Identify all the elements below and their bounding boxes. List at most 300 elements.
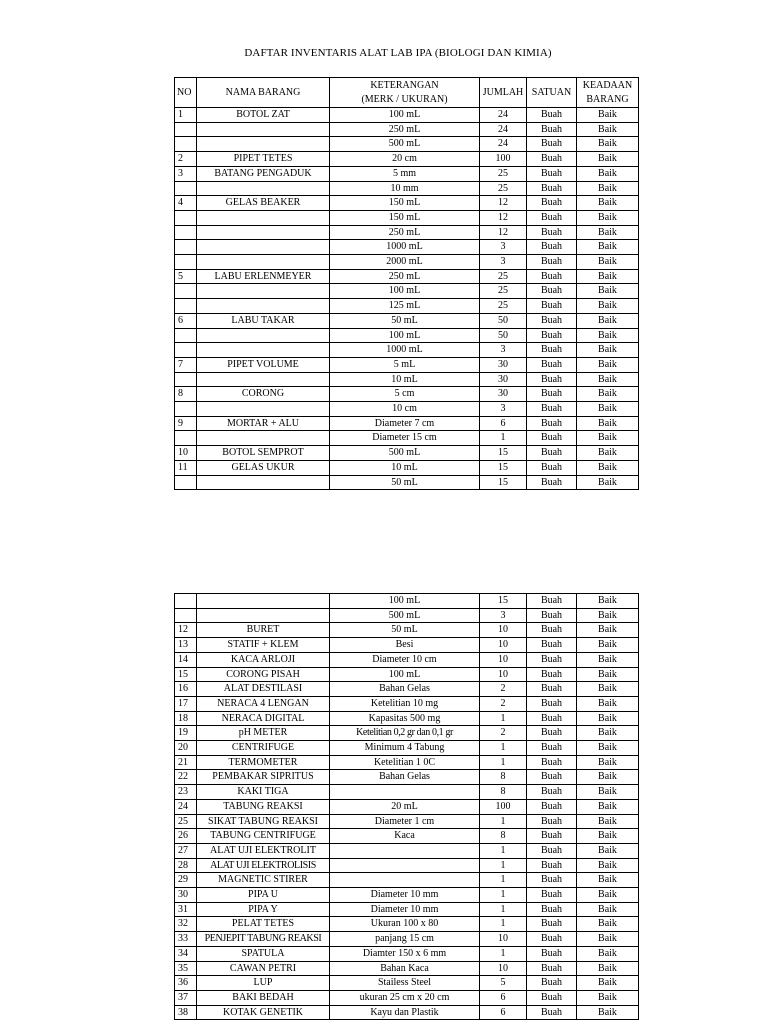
document-title: DAFTAR INVENTARIS ALAT LAB IPA (BIOLOGI DAN KIMIA) [244, 47, 552, 59]
cell-nama-barang [197, 240, 330, 255]
cell-keadaan: Baik [577, 932, 639, 947]
cell-jumlah: 10 [480, 652, 527, 667]
cell-keterangan: 10 cm [330, 402, 480, 417]
cell-jumlah: 24 [480, 108, 527, 123]
cell-keadaan: Baik [577, 888, 639, 903]
cell-nama-barang [197, 343, 330, 358]
table-row [175, 137, 639, 152]
cell-keterangan: 500 mL [330, 137, 480, 152]
cell-keterangan: Ukuran 100 x 80 [330, 917, 480, 932]
cell-no: 26 [175, 829, 197, 844]
cell-jumlah: 50 [480, 313, 527, 328]
cell-keadaan: Baik [577, 946, 639, 961]
cell-no: 32 [175, 917, 197, 932]
table-row [175, 460, 639, 475]
cell-keadaan: Baik [577, 299, 639, 314]
cell-keadaan: Baik [577, 240, 639, 255]
cell-keadaan: Baik [577, 726, 639, 741]
cell-jumlah: 6 [480, 416, 527, 431]
cell-keadaan: Baik [577, 372, 639, 387]
cell-keadaan: Baik [577, 785, 639, 800]
cell-keterangan: 10 mL [330, 372, 480, 387]
cell-satuan: Buah [527, 946, 577, 961]
table-row [175, 372, 639, 387]
cell-jumlah: 1 [480, 858, 527, 873]
cell-keadaan: Baik [577, 755, 639, 770]
cell-satuan: Buah [527, 843, 577, 858]
table-row [175, 402, 639, 417]
cell-jumlah: 1 [480, 711, 527, 726]
cell-satuan: Buah [527, 932, 577, 947]
cell-jumlah: 25 [480, 284, 527, 299]
table-body [175, 108, 639, 490]
table-row [175, 726, 639, 741]
table-row [175, 711, 639, 726]
cell-nama-barang [197, 299, 330, 314]
table-row [175, 946, 639, 961]
table-row [175, 299, 639, 314]
cell-no: 35 [175, 961, 197, 976]
cell-keterangan: Bahan Gelas [330, 770, 480, 785]
cell-nama-barang [197, 402, 330, 417]
cell-keadaan: Baik [577, 902, 639, 917]
cell-no: 30 [175, 888, 197, 903]
table-row [175, 990, 639, 1005]
cell-jumlah: 1 [480, 946, 527, 961]
table-row [175, 594, 639, 609]
cell-no: 6 [175, 313, 197, 328]
table-row [175, 269, 639, 284]
header-nama-barang: NAMA BARANG [197, 78, 330, 108]
cell-satuan: Buah [527, 814, 577, 829]
cell-jumlah: 2 [480, 696, 527, 711]
cell-nama-barang: TABUNG REAKSI [197, 799, 330, 814]
header-jumlah: JUMLAH [480, 78, 527, 108]
table-row [175, 166, 639, 181]
cell-no: 24 [175, 799, 197, 814]
cell-jumlah: 1 [480, 843, 527, 858]
table-row [175, 343, 639, 358]
cell-satuan: Buah [527, 696, 577, 711]
cell-satuan: Buah [527, 343, 577, 358]
cell-satuan: Buah [527, 976, 577, 991]
cell-nama-barang: KAKI TIGA [197, 785, 330, 800]
cell-no: 18 [175, 711, 197, 726]
cell-satuan: Buah [527, 431, 577, 446]
cell-satuan: Buah [527, 240, 577, 255]
cell-keadaan: Baik [577, 460, 639, 475]
header-keterangan [330, 78, 480, 108]
cell-no: 15 [175, 667, 197, 682]
cell-jumlah: 25 [480, 269, 527, 284]
table-row [175, 446, 639, 461]
cell-nama-barang: PIPET TETES [197, 152, 330, 167]
table-row [175, 741, 639, 756]
table-row [175, 638, 639, 653]
cell-keterangan: Stailess Steel [330, 976, 480, 991]
cell-no: 29 [175, 873, 197, 888]
cell-keadaan: Baik [577, 770, 639, 785]
cell-keadaan: Baik [577, 166, 639, 181]
cell-keadaan: Baik [577, 608, 639, 623]
table-body [175, 594, 639, 1020]
cell-keterangan: Besi [330, 638, 480, 653]
cell-satuan: Buah [527, 858, 577, 873]
cell-nama-barang: BOTOL SEMPROT [197, 446, 330, 461]
cell-satuan: Buah [527, 770, 577, 785]
cell-jumlah: 8 [480, 785, 527, 800]
cell-no [175, 431, 197, 446]
cell-keterangan: Minimum 4 Tabung [330, 741, 480, 756]
cell-no [175, 594, 197, 609]
table-row [175, 475, 639, 490]
cell-satuan: Buah [527, 328, 577, 343]
cell-no: 21 [175, 755, 197, 770]
table-row [175, 682, 639, 697]
cell-satuan: Buah [527, 726, 577, 741]
cell-no [175, 343, 197, 358]
cell-jumlah: 15 [480, 594, 527, 609]
inventory-table-page-2 [174, 593, 639, 1020]
table-row [175, 917, 639, 932]
cell-satuan: Buah [527, 711, 577, 726]
cell-no: 17 [175, 696, 197, 711]
cell-nama-barang: CAWAN PETRI [197, 961, 330, 976]
cell-satuan: Buah [527, 652, 577, 667]
cell-no: 31 [175, 902, 197, 917]
cell-keadaan: Baik [577, 328, 639, 343]
cell-no: 27 [175, 843, 197, 858]
cell-jumlah: 10 [480, 638, 527, 653]
cell-keterangan: Bahan Kaca [330, 961, 480, 976]
table-row [175, 357, 639, 372]
cell-satuan: Buah [527, 990, 577, 1005]
cell-keterangan [330, 785, 480, 800]
table-row [175, 843, 639, 858]
cell-no: 19 [175, 726, 197, 741]
cell-keterangan: Diameter 1 cm [330, 814, 480, 829]
cell-nama-barang: LUP [197, 976, 330, 991]
table-row [175, 785, 639, 800]
cell-jumlah: 10 [480, 667, 527, 682]
table-row [175, 888, 639, 903]
cell-no [175, 328, 197, 343]
cell-keadaan: Baik [577, 122, 639, 137]
cell-keterangan: 150 mL [330, 196, 480, 211]
cell-keterangan: Ketelitian 1 0C [330, 755, 480, 770]
cell-jumlah: 6 [480, 1005, 527, 1020]
cell-nama-barang: TABUNG CENTRIFUGE [197, 829, 330, 844]
table-row [175, 313, 639, 328]
cell-jumlah: 30 [480, 357, 527, 372]
table-row [175, 858, 639, 873]
cell-keterangan: Kaca [330, 829, 480, 844]
table-row [175, 976, 639, 991]
cell-keterangan: 100 mL [330, 284, 480, 299]
cell-no: 28 [175, 858, 197, 873]
table-header [175, 78, 639, 108]
cell-nama-barang [197, 210, 330, 225]
cell-keterangan: 250 mL [330, 122, 480, 137]
cell-jumlah: 3 [480, 255, 527, 270]
cell-satuan: Buah [527, 357, 577, 372]
cell-jumlah: 24 [480, 122, 527, 137]
cell-keadaan: Baik [577, 210, 639, 225]
cell-satuan: Buah [527, 313, 577, 328]
cell-satuan: Buah [527, 888, 577, 903]
cell-nama-barang: BAKI BEDAH [197, 990, 330, 1005]
cell-jumlah: 15 [480, 460, 527, 475]
cell-nama-barang: PEMBAKAR SIPRITUS [197, 770, 330, 785]
table-row [175, 961, 639, 976]
cell-no [175, 402, 197, 417]
cell-jumlah: 1 [480, 741, 527, 756]
table-row [175, 623, 639, 638]
cell-keterangan: 20 mL [330, 799, 480, 814]
cell-nama-barang: SIKAT TABUNG REAKSI [197, 814, 330, 829]
cell-keadaan: Baik [577, 284, 639, 299]
cell-keadaan: Baik [577, 387, 639, 402]
cell-satuan: Buah [527, 638, 577, 653]
cell-nama-barang: BURET [197, 623, 330, 638]
cell-keadaan: Baik [577, 594, 639, 609]
cell-no: 10 [175, 446, 197, 461]
cell-no: 37 [175, 990, 197, 1005]
cell-keterangan: Diameter 10 mm [330, 888, 480, 903]
cell-no: 14 [175, 652, 197, 667]
cell-nama-barang: PENJEPIT TABUNG REAKSI [197, 932, 330, 947]
cell-nama-barang [197, 328, 330, 343]
cell-keadaan: Baik [577, 652, 639, 667]
cell-keterangan: 100 mL [330, 594, 480, 609]
table-row [175, 799, 639, 814]
cell-satuan: Buah [527, 108, 577, 123]
table-row [175, 873, 639, 888]
cell-nama-barang: PIPA Y [197, 902, 330, 917]
table-row [175, 152, 639, 167]
table-row [175, 108, 639, 123]
cell-keterangan: 150 mL [330, 210, 480, 225]
table-row [175, 755, 639, 770]
cell-keadaan: Baik [577, 402, 639, 417]
cell-keadaan: Baik [577, 741, 639, 756]
cell-keterangan: Diameter 10 cm [330, 652, 480, 667]
cell-satuan: Buah [527, 785, 577, 800]
header-keterangan-line2: (MERK / UKURAN) [361, 93, 448, 105]
cell-jumlah: 30 [480, 372, 527, 387]
cell-keadaan: Baik [577, 873, 639, 888]
cell-keterangan: Diameter 15 cm [330, 431, 480, 446]
cell-keadaan: Baik [577, 269, 639, 284]
table-row [175, 284, 639, 299]
cell-keterangan: 1000 mL [330, 240, 480, 255]
cell-nama-barang [197, 284, 330, 299]
cell-keterangan: 500 mL [330, 446, 480, 461]
cell-satuan: Buah [527, 299, 577, 314]
cell-keterangan: 50 mL [330, 313, 480, 328]
header-keadaan-line1: KEADAAN [582, 79, 633, 91]
cell-keadaan: Baik [577, 108, 639, 123]
cell-jumlah: 15 [480, 446, 527, 461]
cell-nama-barang: GELAS BEAKER [197, 196, 330, 211]
table-row [175, 181, 639, 196]
cell-jumlah: 10 [480, 932, 527, 947]
cell-keterangan: 100 mL [330, 667, 480, 682]
cell-keadaan: Baik [577, 181, 639, 196]
table-row [175, 416, 639, 431]
cell-no: 1 [175, 108, 197, 123]
cell-jumlah: 12 [480, 196, 527, 211]
cell-no: 13 [175, 638, 197, 653]
cell-no [175, 475, 197, 490]
cell-keterangan: Kapasitas 500 mg [330, 711, 480, 726]
cell-satuan: Buah [527, 799, 577, 814]
cell-jumlah: 8 [480, 770, 527, 785]
cell-satuan: Buah [527, 122, 577, 137]
table-row [175, 210, 639, 225]
table-row [175, 902, 639, 917]
cell-no [175, 284, 197, 299]
cell-satuan: Buah [527, 475, 577, 490]
cell-no [175, 210, 197, 225]
cell-no: 23 [175, 785, 197, 800]
cell-jumlah: 10 [480, 623, 527, 638]
cell-keterangan: 125 mL [330, 299, 480, 314]
table-row [175, 652, 639, 667]
cell-nama-barang: LABU ERLENMEYER [197, 269, 330, 284]
cell-satuan: Buah [527, 372, 577, 387]
header-keterangan-line1: KETERANGAN [370, 79, 439, 91]
table-row [175, 328, 639, 343]
cell-no: 9 [175, 416, 197, 431]
cell-keterangan: ukuran 25 cm x 20 cm [330, 990, 480, 1005]
cell-keadaan: Baik [577, 416, 639, 431]
table-row [175, 196, 639, 211]
cell-no: 20 [175, 741, 197, 756]
cell-keterangan [330, 843, 480, 858]
cell-keadaan: Baik [577, 196, 639, 211]
cell-no: 36 [175, 976, 197, 991]
cell-keadaan: Baik [577, 858, 639, 873]
cell-keadaan: Baik [577, 343, 639, 358]
cell-no [175, 255, 197, 270]
cell-jumlah: 30 [480, 387, 527, 402]
cell-no: 5 [175, 269, 197, 284]
table-row [175, 240, 639, 255]
cell-keadaan: Baik [577, 829, 639, 844]
cell-no: 16 [175, 682, 197, 697]
cell-satuan: Buah [527, 902, 577, 917]
cell-nama-barang: pH METER [197, 726, 330, 741]
cell-jumlah: 3 [480, 240, 527, 255]
cell-satuan: Buah [527, 829, 577, 844]
cell-jumlah: 1 [480, 917, 527, 932]
cell-jumlah: 1 [480, 814, 527, 829]
cell-keadaan: Baik [577, 313, 639, 328]
cell-nama-barang: SPATULA [197, 946, 330, 961]
cell-nama-barang: KACA ARLOJI [197, 652, 330, 667]
cell-no: 34 [175, 946, 197, 961]
cell-no: 12 [175, 623, 197, 638]
cell-satuan: Buah [527, 446, 577, 461]
cell-satuan: Buah [527, 416, 577, 431]
cell-nama-barang: CENTRIFUGE [197, 741, 330, 756]
cell-satuan: Buah [527, 961, 577, 976]
table-row [175, 431, 639, 446]
cell-keterangan: 5 mL [330, 357, 480, 372]
cell-keterangan: panjang 15 cm [330, 932, 480, 947]
cell-nama-barang: ALAT DESTILASI [197, 682, 330, 697]
cell-keadaan: Baik [577, 152, 639, 167]
table-row [175, 255, 639, 270]
cell-jumlah: 1 [480, 902, 527, 917]
cell-jumlah: 100 [480, 152, 527, 167]
cell-no: 4 [175, 196, 197, 211]
table-row [175, 122, 639, 137]
cell-keterangan: 100 mL [330, 328, 480, 343]
cell-nama-barang [197, 431, 330, 446]
cell-keterangan: 5 cm [330, 387, 480, 402]
cell-satuan: Buah [527, 402, 577, 417]
table-row [175, 932, 639, 947]
cell-satuan: Buah [527, 682, 577, 697]
cell-keterangan: 10 mL [330, 460, 480, 475]
cell-satuan: Buah [527, 594, 577, 609]
cell-nama-barang: GELAS UKUR [197, 460, 330, 475]
cell-keterangan: 500 mL [330, 608, 480, 623]
cell-keterangan: 250 mL [330, 269, 480, 284]
cell-nama-barang: MORTAR + ALU [197, 416, 330, 431]
cell-nama-barang: NERACA DIGITAL [197, 711, 330, 726]
table-row [175, 770, 639, 785]
cell-satuan: Buah [527, 917, 577, 932]
cell-nama-barang [197, 255, 330, 270]
cell-keadaan: Baik [577, 255, 639, 270]
table-row [175, 696, 639, 711]
cell-jumlah: 24 [480, 137, 527, 152]
cell-keadaan: Baik [577, 961, 639, 976]
cell-keterangan: Kayu dan Plastik [330, 1005, 480, 1020]
cell-nama-barang: ALAT UJI ELEKTROLISIS [197, 858, 330, 873]
cell-keterangan: 5 mm [330, 166, 480, 181]
cell-keadaan: Baik [577, 1005, 639, 1020]
cell-jumlah: 2 [480, 726, 527, 741]
cell-nama-barang: ALAT UJI ELEKTROLIT [197, 843, 330, 858]
cell-keadaan: Baik [577, 917, 639, 932]
cell-keadaan: Baik [577, 990, 639, 1005]
cell-no: 7 [175, 357, 197, 372]
cell-keadaan: Baik [577, 711, 639, 726]
header-no: NO [175, 78, 197, 108]
cell-keterangan: Ketelitian 0,2 gr dan 0,1 gr [330, 726, 480, 741]
cell-jumlah: 1 [480, 431, 527, 446]
cell-satuan: Buah [527, 166, 577, 181]
cell-no [175, 608, 197, 623]
cell-nama-barang: KOTAK GENETIK [197, 1005, 330, 1020]
cell-keterangan: 50 mL [330, 623, 480, 638]
cell-jumlah: 25 [480, 299, 527, 314]
cell-keadaan: Baik [577, 446, 639, 461]
cell-no: 33 [175, 932, 197, 947]
cell-satuan: Buah [527, 210, 577, 225]
cell-satuan: Buah [527, 152, 577, 167]
cell-satuan: Buah [527, 387, 577, 402]
cell-nama-barang [197, 122, 330, 137]
cell-satuan: Buah [527, 284, 577, 299]
cell-nama-barang: PELAT TETES [197, 917, 330, 932]
cell-keterangan: Diameter 10 mm [330, 902, 480, 917]
cell-jumlah: 10 [480, 961, 527, 976]
